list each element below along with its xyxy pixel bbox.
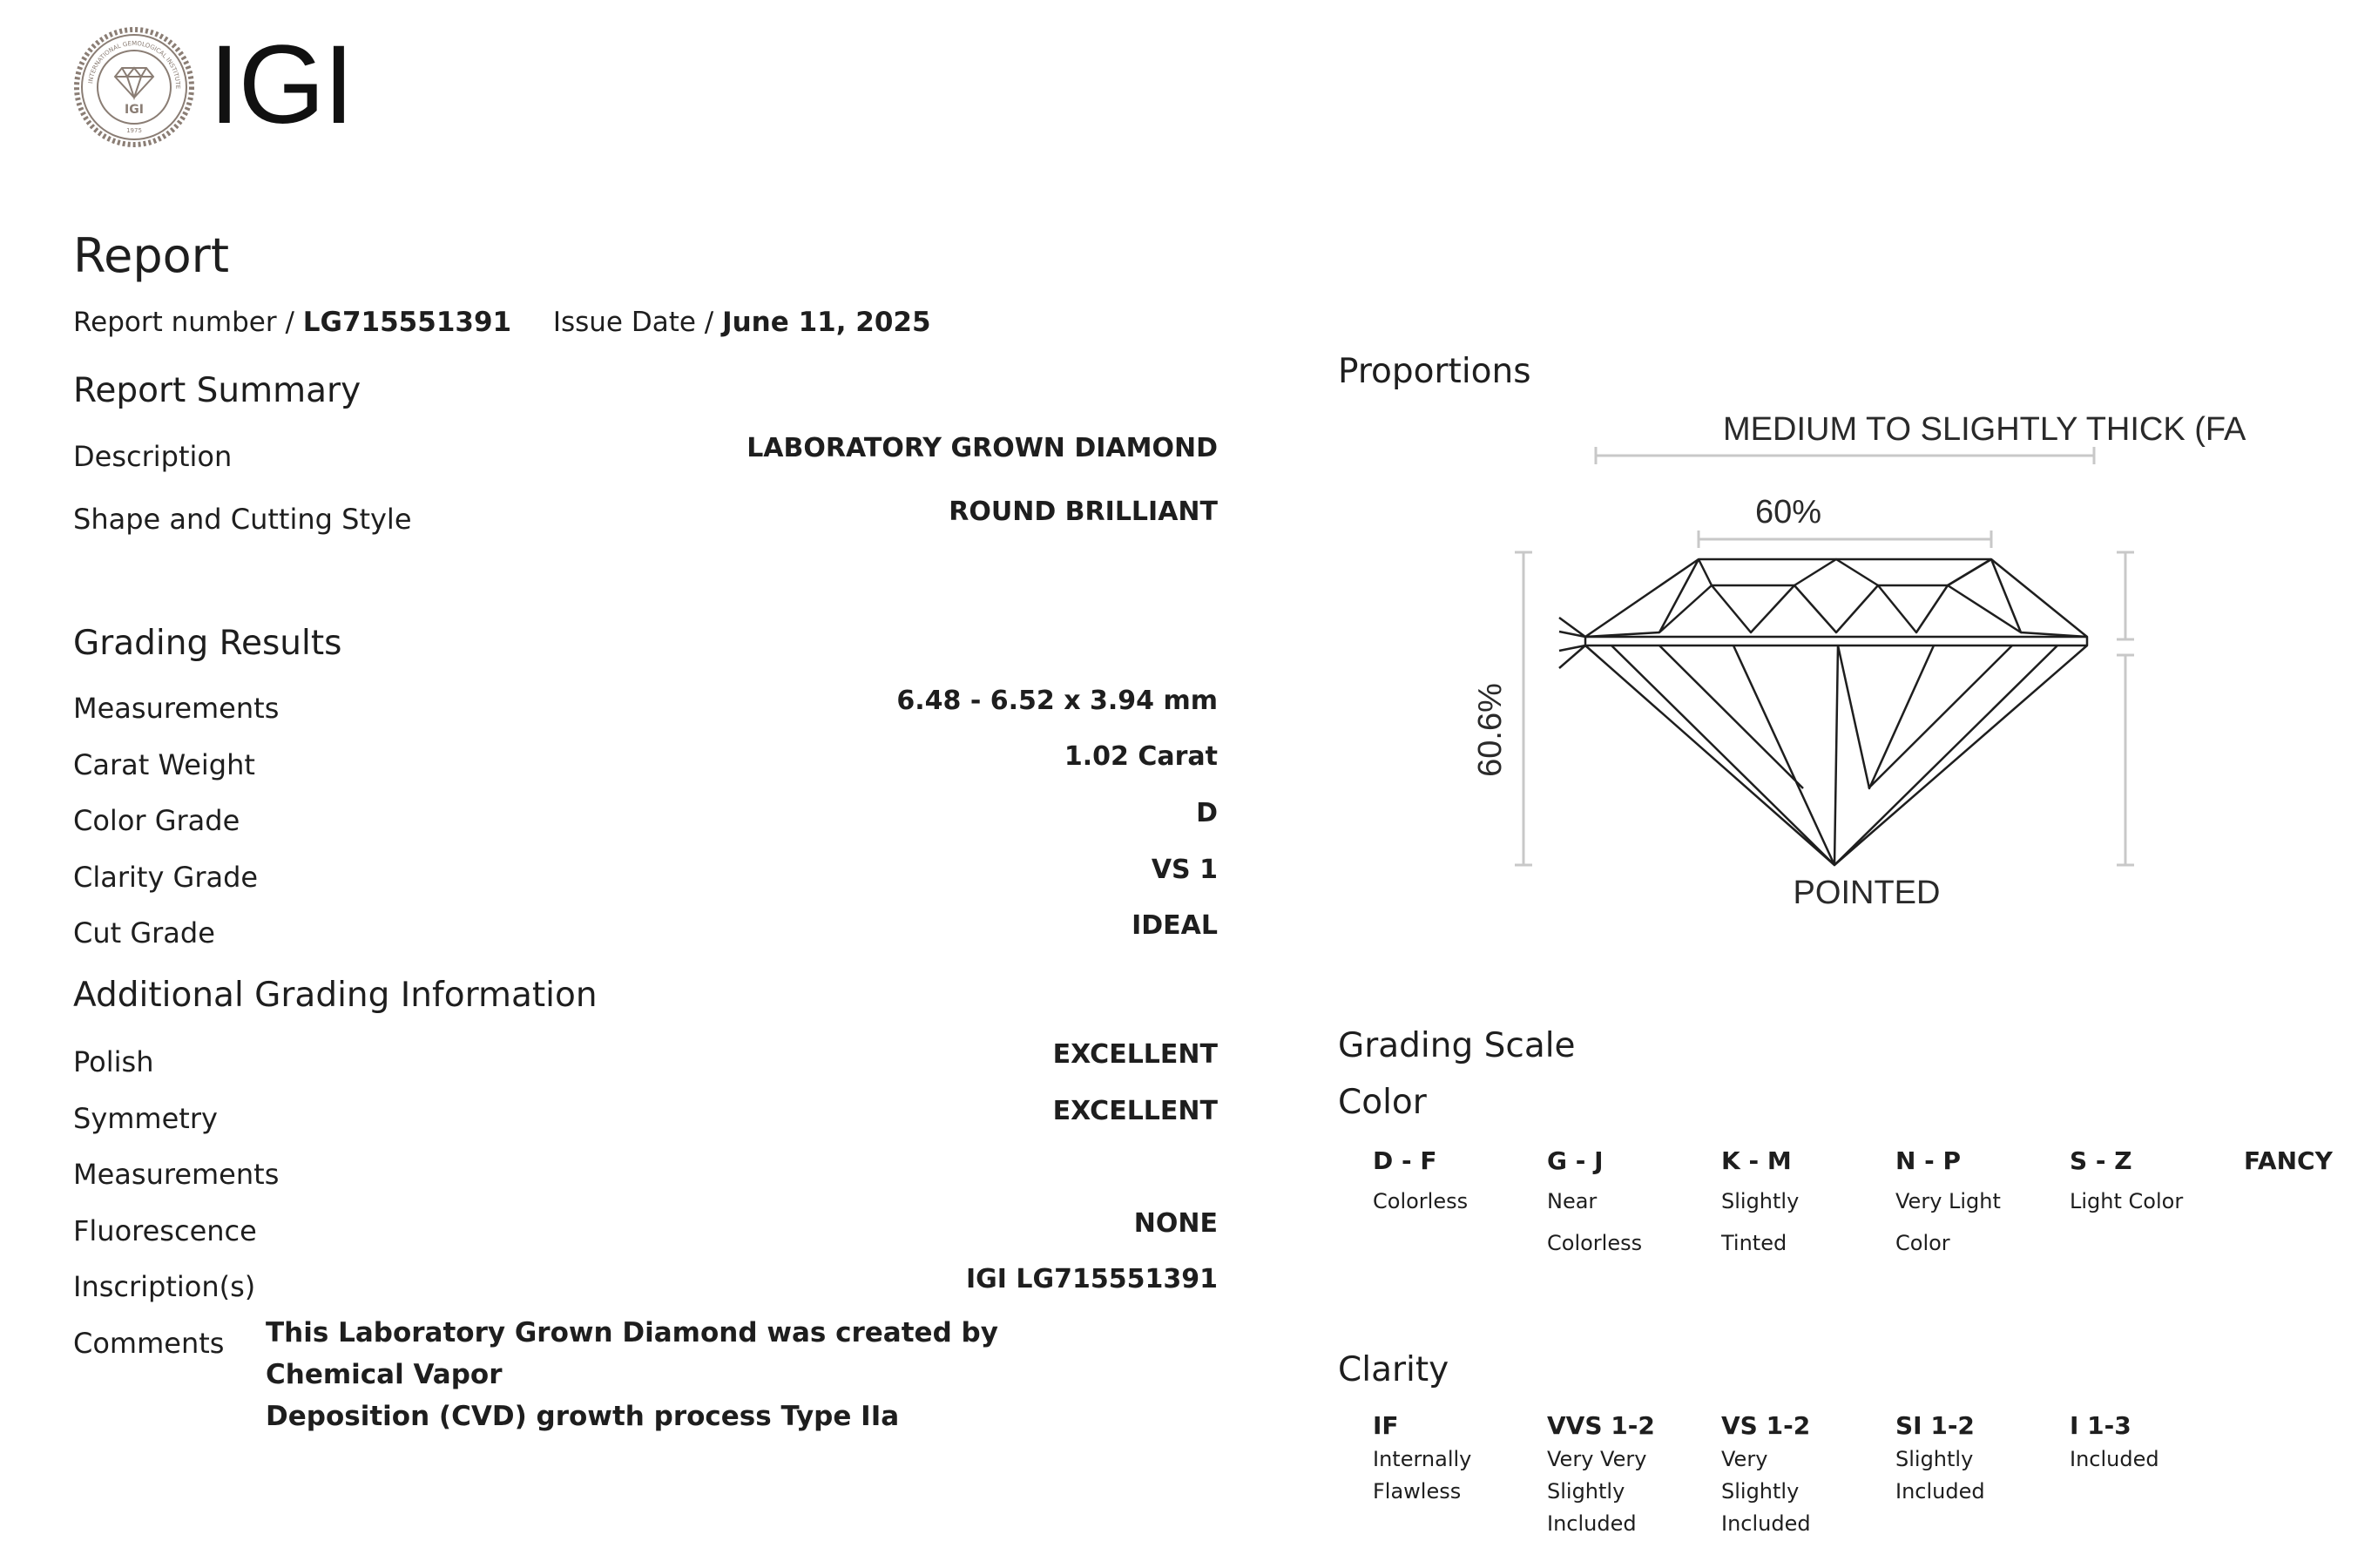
dimension-lines xyxy=(1515,447,2134,865)
additional-info-heading: Additional Grading Information xyxy=(73,976,598,1015)
igi-seal-logo xyxy=(73,26,195,148)
comments-line-2: Deposition (CVD) growth process Type IIa xyxy=(266,1401,900,1432)
diamond-drawing xyxy=(1559,559,2087,865)
color-grade-label: Color Grade xyxy=(73,804,240,837)
clarity-scale-grade: SI 1-2 xyxy=(1895,1411,1975,1440)
comments-line-1: This Laboratory Grown Diamond was created by Chemical Vapor xyxy=(266,1317,998,1390)
clarity-grade-value: VS 1 xyxy=(1151,855,1218,885)
description-label: Description xyxy=(73,440,233,473)
igi-wordmark: IGI xyxy=(209,23,353,147)
clarity-scale-grade: I 1-3 xyxy=(2070,1411,2131,1440)
color-scale-desc-2: Color xyxy=(1895,1231,1950,1255)
clarity-scale-grade: VS 1-2 xyxy=(1721,1411,1811,1440)
depth-percent: 60.6% xyxy=(1472,683,1509,777)
cut-grade-label: Cut Grade xyxy=(73,916,215,950)
polish-label: Polish xyxy=(73,1045,154,1078)
color-scale-grade: K - M xyxy=(1721,1146,1792,1175)
additional-measurements-label: Measurements xyxy=(73,1158,280,1191)
fluorescence-value: NONE xyxy=(1133,1208,1218,1239)
clarity-scale-grade: IF xyxy=(1373,1411,1399,1440)
clarity-scale-item xyxy=(2070,1411,2159,1476)
clarity-scale-heading: Clarity xyxy=(1338,1350,1449,1389)
inscription-label: Inscription(s) xyxy=(73,1270,256,1303)
clarity-scale-desc-2: Slightly xyxy=(1547,1479,1625,1504)
clarity-scale-item xyxy=(1721,1411,1811,1540)
color-scale-item xyxy=(2244,1146,2333,1180)
report-number-label: Report number / xyxy=(73,307,303,338)
clarity-scale-item xyxy=(1373,1411,1471,1508)
color-scale-item xyxy=(2070,1146,2183,1222)
seal-mark-text: IGI xyxy=(125,103,144,117)
measurements-label: Measurements xyxy=(73,692,280,725)
page-title: Report xyxy=(73,228,230,283)
color-scale-item xyxy=(1895,1146,2001,1264)
culet-text: POINTED xyxy=(1793,875,1941,911)
clarity-scale-grade: VVS 1-2 xyxy=(1547,1411,1655,1440)
symmetry-value: EXCELLENT xyxy=(1052,1096,1218,1126)
color-scale-grade: D - F xyxy=(1373,1146,1437,1175)
color-scale-heading: Color xyxy=(1338,1083,1427,1122)
clarity-scale-desc-1: Internally xyxy=(1373,1447,1472,1471)
color-scale-desc-1: Colorless xyxy=(1373,1189,1469,1213)
color-scale-desc-2: Colorless xyxy=(1547,1231,1643,1255)
comments-label: Comments xyxy=(73,1327,225,1360)
issue-date: June 11, 2025 xyxy=(722,307,931,338)
inscription-value: IGI LG715551391 xyxy=(966,1264,1218,1294)
clarity-scale-desc-2: Slightly xyxy=(1721,1479,1800,1504)
color-scale-grade: S - Z xyxy=(2070,1146,2132,1175)
girdle-text: MEDIUM TO SLIGHTLY THICK (FA xyxy=(1723,411,2246,448)
cut-grade-value: IDEAL xyxy=(1132,910,1218,941)
description-value: LABORATORY GROWN DIAMOND xyxy=(747,433,1218,463)
color-scale-grade: N - P xyxy=(1895,1146,1962,1175)
proportions-heading: Proportions xyxy=(1338,352,1531,391)
report-number: LG715551391 xyxy=(302,307,512,338)
color-scale-desc-2: Tinted xyxy=(1721,1231,1787,1255)
fluorescence-label: Fluorescence xyxy=(73,1214,257,1247)
clarity-scale-item xyxy=(1895,1411,1985,1508)
comments-value xyxy=(266,1312,1137,1437)
clarity-grade-label: Clarity Grade xyxy=(73,861,259,894)
clarity-scale-desc-3: Included xyxy=(1547,1511,1637,1536)
color-scale-desc-1: Light Color xyxy=(2070,1189,2184,1213)
polish-value: EXCELLENT xyxy=(1052,1039,1218,1070)
shape-value: ROUND BRILLIANT xyxy=(949,497,1218,527)
clarity-scale-desc-2: Included xyxy=(1895,1479,1985,1504)
clarity-scale-item xyxy=(1547,1411,1655,1540)
carat-weight-label: Carat Weight xyxy=(73,748,255,781)
color-scale-item xyxy=(1721,1146,1799,1264)
seal-year-text: 1975 xyxy=(126,127,142,134)
carat-weight-value: 1.02 Carat xyxy=(1064,741,1218,772)
color-scale-item xyxy=(1373,1146,1468,1222)
grading-results-heading: Grading Results xyxy=(73,624,342,663)
clarity-scale-desc-3: Included xyxy=(1721,1511,1811,1536)
clarity-scale-desc-2: Flawless xyxy=(1373,1479,1462,1504)
clarity-scale-desc-1: Very xyxy=(1721,1447,1768,1471)
shape-label: Shape and Cutting Style xyxy=(73,503,412,536)
measurements-value: 6.48 - 6.52 x 3.94 mm xyxy=(896,686,1218,716)
proportions-diagram xyxy=(1463,396,2317,928)
color-scale-grade: FANCY xyxy=(2244,1146,2333,1175)
color-scale-desc-1: Slightly xyxy=(1721,1189,1800,1213)
table-percent: 60% xyxy=(1754,494,1822,531)
color-scale-desc-1: Near xyxy=(1547,1189,1598,1213)
clarity-scale-desc-1: Included xyxy=(2070,1447,2159,1471)
color-scale-item xyxy=(1547,1146,1642,1264)
seal-ring-text: INTERNATIONAL GEMOLOGICAL INSTITUTE xyxy=(87,39,182,90)
report-meta xyxy=(73,307,931,338)
color-grade-value: D xyxy=(1196,798,1218,828)
grading-scale-heading: Grading Scale xyxy=(1338,1026,1576,1065)
color-scale-grade: G - J xyxy=(1547,1146,1604,1175)
clarity-scale-desc-1: Slightly xyxy=(1895,1447,1974,1471)
color-scale-desc-1: Very Light xyxy=(1895,1189,2001,1213)
clarity-scale-desc-1: Very Very xyxy=(1547,1447,1647,1471)
issue-date-label: Issue Date / xyxy=(552,307,723,338)
report-summary-heading: Report Summary xyxy=(73,371,361,410)
symmetry-label: Symmetry xyxy=(73,1102,218,1135)
